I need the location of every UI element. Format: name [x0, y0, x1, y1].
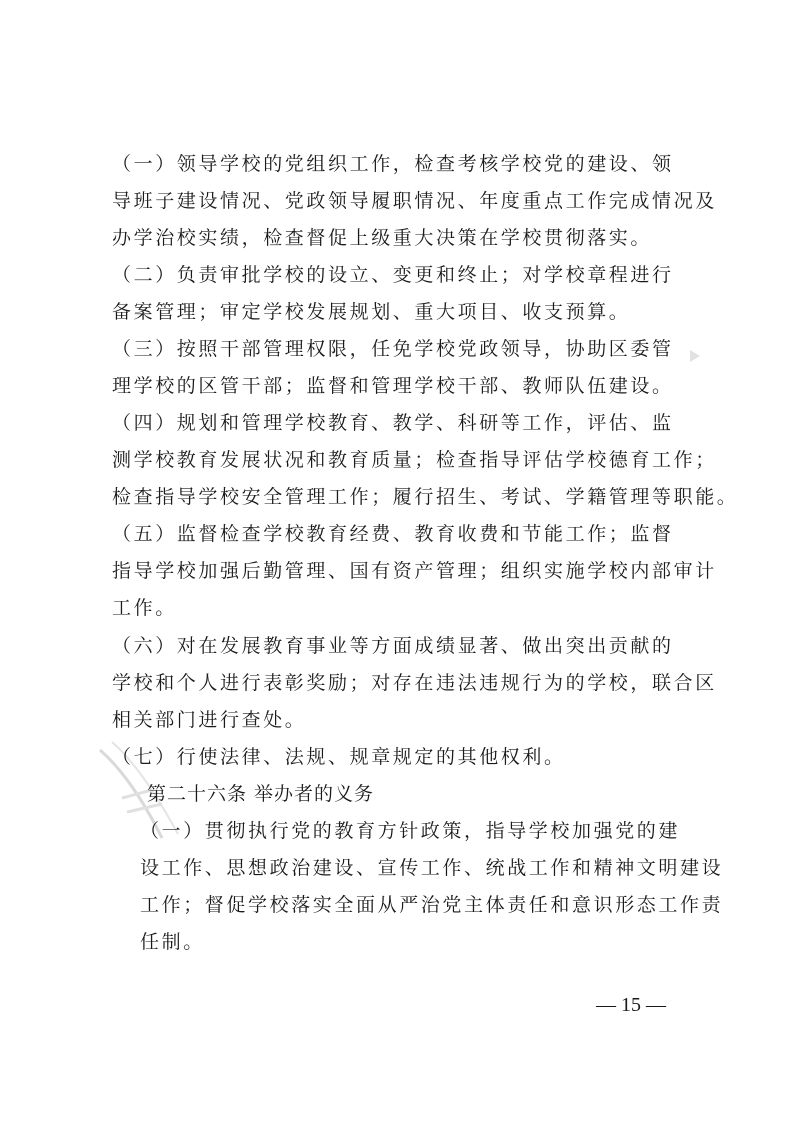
paragraph-1: （一）领导学校的党组织工作，检查考核学校党的建设、领 导班子建设情况、党政领导履职情况、年度重点工作完成情况及 办学治校实绩，检查督促上级重大决策在学校贯彻落实。 — [112, 153, 717, 249]
obligation-paragraph-1: （一）贯彻执行党的教育方针政策，指导学校加强党的建 设工作、思想政治建设、宣传工作、统战工作和精神文明建设 工作；督促学校落实全面从严治党主体责任和意识形态工作责 任制。 — [140, 820, 724, 953]
paragraph-3: （三）按照干部管理权限，任免学校党政领导，协助区委管 理学校的区管干部；监督和管理学校干部、教师队伍建设。 — [112, 338, 674, 397]
paragraph-6: （六）对在发展教育事业等方面成绩显著、做出突出贡献的 学校和个人进行表彰奖励；对存在违法违规行为的学校，联合区 相关部门进行查处。 — [112, 635, 717, 731]
paragraph-4: （四）规划和管理学校教育、教学、科研等工作，评估、监 测学校教育发展状况和教育质量；检查指导评估学校德育工作； 检查指导学校安全管理工作；履行招生、考试、学籍管理等职能。 — [112, 412, 739, 508]
article-heading: 第二十六条 举办者的义务 — [147, 783, 375, 805]
margin-mark-icon — [690, 350, 700, 362]
paragraph-5: （五）监督检查学校教育经费、教育收费和节能工作；监督 指导学校加强后勤管理、国有资产管理；组织实施学校内部审计 工作。 — [112, 523, 717, 619]
page-number: — 15 — — [596, 994, 666, 1016]
paragraph-7: （七）行使法律、法规、规章规定的其他权利。 — [112, 746, 566, 768]
paragraph-2: （二）负责审批学校的设立、变更和终止；对学校章程进行 备案管理；审定学校发展规划、重大项目、收支预算。 — [112, 264, 674, 323]
